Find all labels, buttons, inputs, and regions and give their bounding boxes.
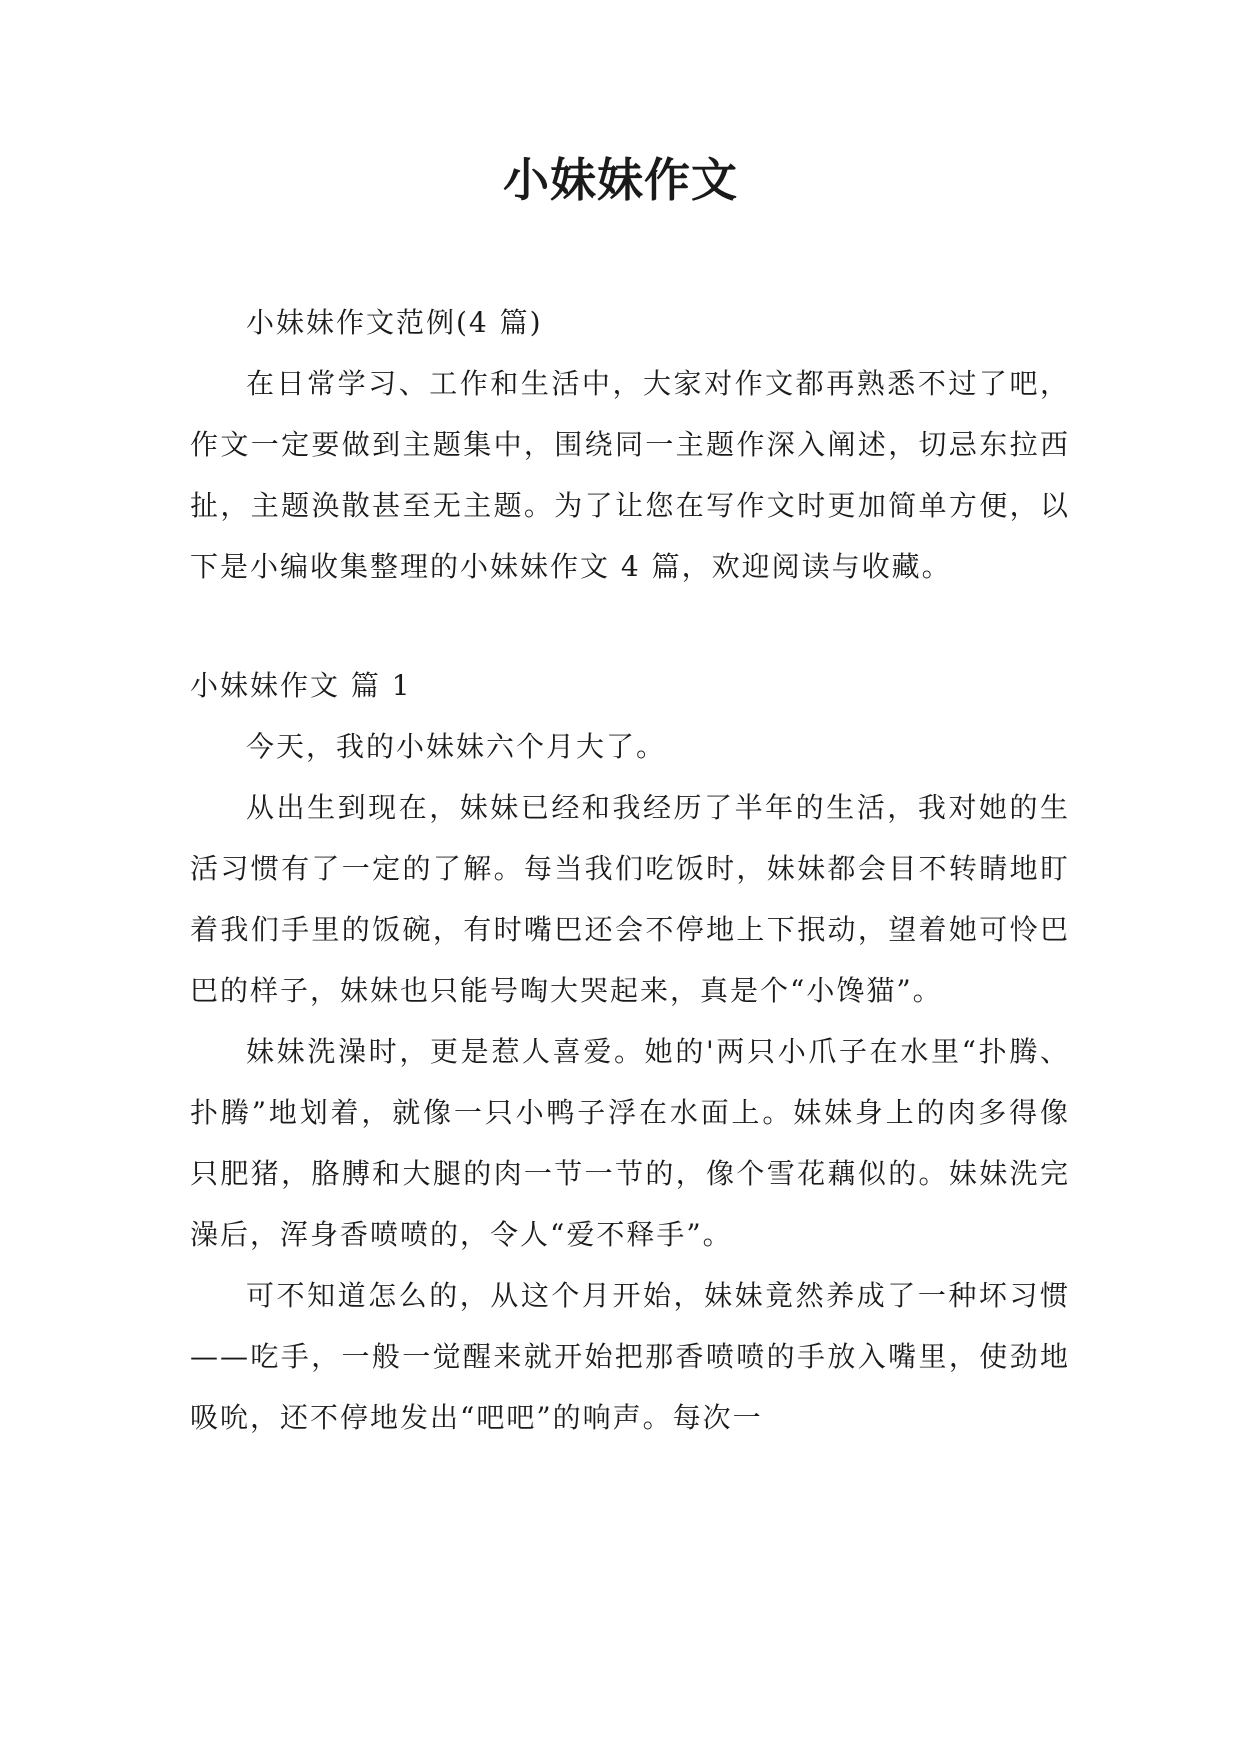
intro-paragraph: 在日常学习、工作和生活中，大家对作文都再熟悉不过了吧，作文一定要做到主题集中，围绕同一主题作深入阐述，切忌东拉西扯，主题涣散甚至无主题。为了让您在写作文时更加简单方便，以下是小编收集整理的小妹妹作文 4 篇，欢迎阅读与收藏。 — [190, 367, 1070, 583]
document-title: 小妹妹作文 — [503, 153, 738, 207]
document-subtitle: 小妹妹作文范例(4 篇) — [246, 306, 543, 339]
section-spacer — [190, 597, 1070, 655]
document-body — [190, 292, 1070, 1448]
essay-paragraph: 可不知道怎么的，从这个月开始，妹妹竟然养成了一种坏习惯——吃手，一般一觉醒来就开始把那香喷喷的手放入嘴里，使劲地吸吮，还不停地发出“吧吧”的响声。每次一 — [190, 1279, 1070, 1434]
essay-paragraph: 从出生到现在，妹妹已经和我经历了半年的生活，我对她的生活习惯有了一定的了解。每当我们吃饭时，妹妹都会目不转睛地盯着我们手里的饭碗，有时嘴巴还会不停地上下抿动，望着她可怜巴巴的样子，妹妹也只能号啕大哭起来，真是个“小馋猫”。 — [190, 791, 1070, 1007]
section-heading: 小妹妹作文 篇 1 — [190, 669, 412, 702]
essay-paragraph: 今天，我的小妹妹六个月大了。 — [246, 730, 667, 763]
essay-paragraph: 妹妹洗澡时，更是惹人喜爱。她的'两只小爪子在水里“扑腾、扑腾”地划着，就像一只小鸭子浮在水面上。妹妹身上的肉多得像只肥猪，胳膊和大腿的肉一节一节的，像个雪花藕似的。妹妹洗完澡后，浑身香喷喷的，令人“爱不释手”。 — [190, 1035, 1070, 1251]
